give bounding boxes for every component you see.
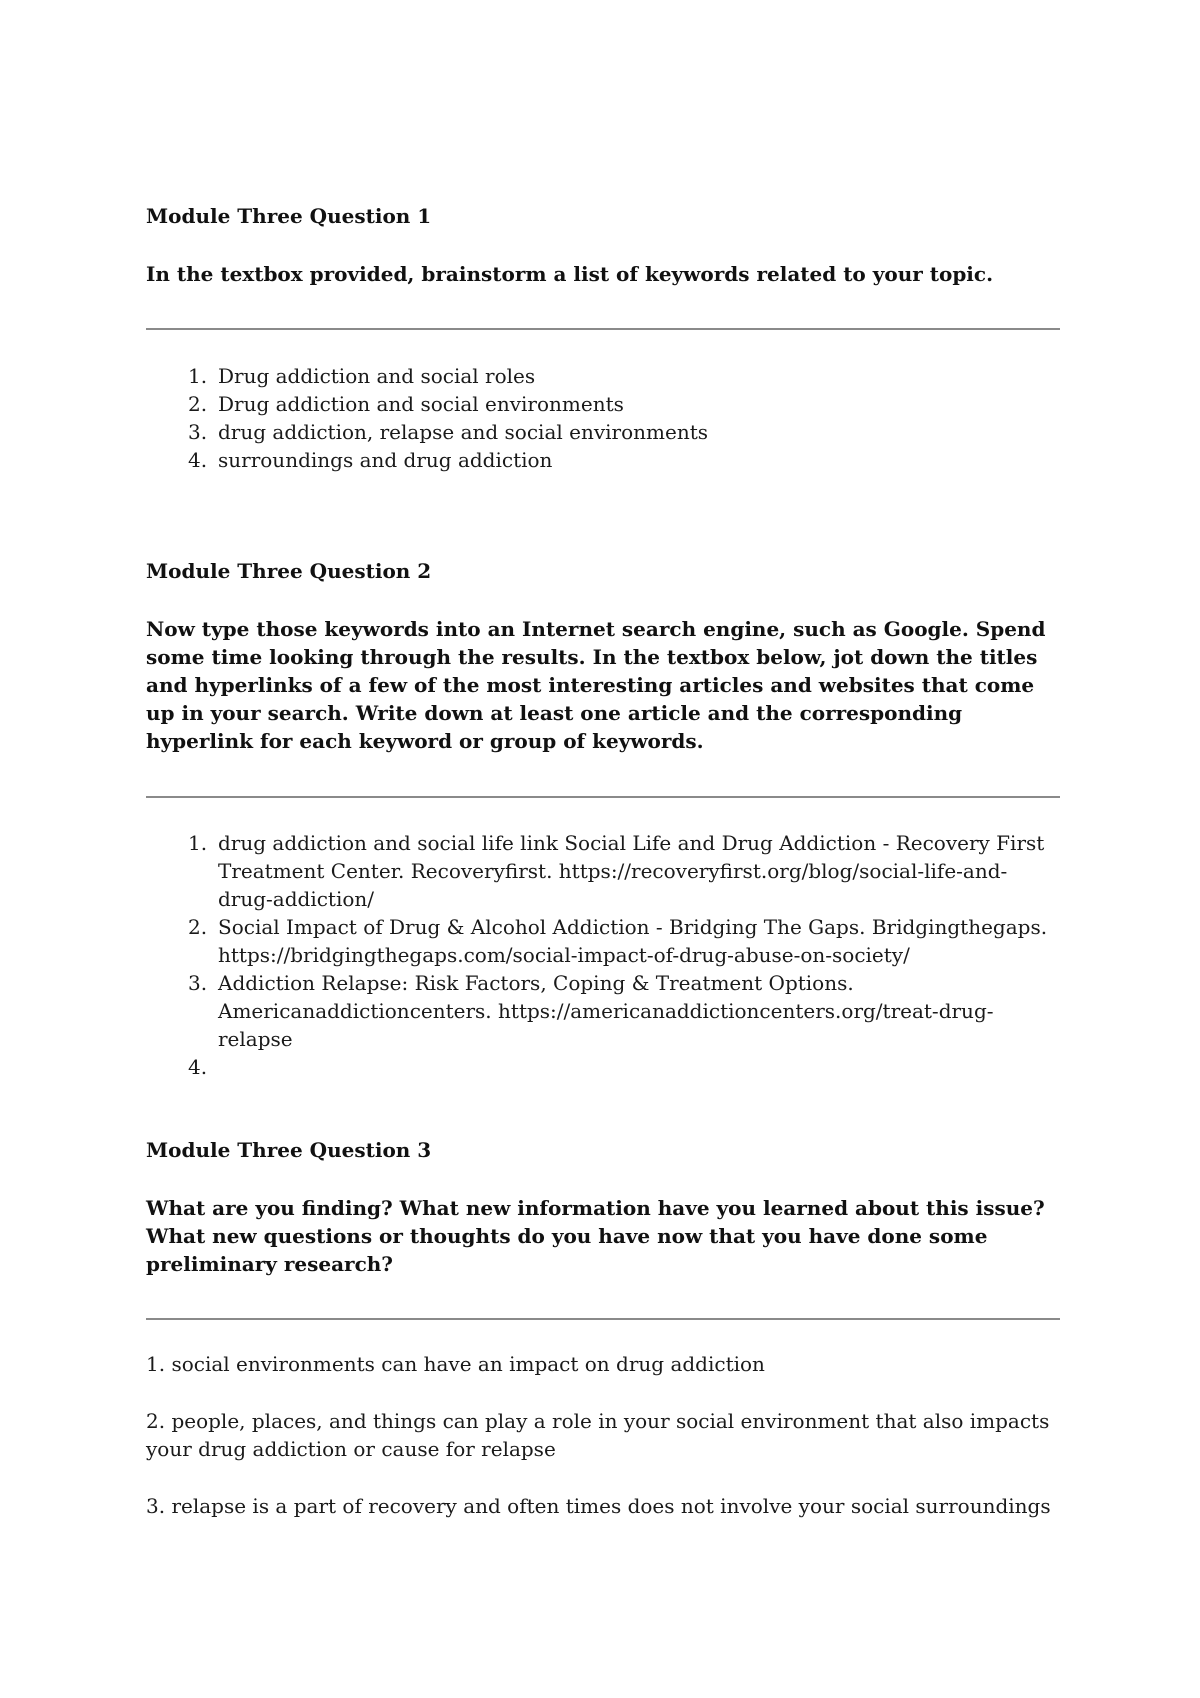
q2-answer-item <box>146 1053 1060 1081</box>
q3-answer-paragraph[interactable]: 1. social environments can have an impact on drug addiction <box>146 1352 765 1376</box>
q2-prompt: Now type those keywords into an Internet search engine, such as Google. Spend some time looking through the results. In the textbox below, jot down the titles and hyperlinks of a few of the most interesting articles and websites that come up in your search. Write down at least one article and the corresponding hyperlink for each keyword or group of keywords. <box>146 617 1046 753</box>
document-page <box>146 0 1060 1698</box>
q3-answer-paragraph[interactable]: 2. people, places, and things can play a role in your social environment that also impacts your drug addiction or cause for relapse <box>146 1409 1050 1461</box>
q1-answer-text: Drug addiction and social roles <box>218 364 536 388</box>
list-number: 1. <box>188 831 208 855</box>
q1-answer-text: drug addiction, relapse and social environments <box>218 420 708 444</box>
q3-answer-paragraph[interactable]: 3. relapse is a part of recovery and often times does not involve your social surroundings <box>146 1494 1051 1518</box>
list-number: 1. <box>188 364 208 388</box>
q1-prompt: In the textbox provided, brainstorm a list of keywords related to your topic. <box>146 262 994 286</box>
q3-textbox-divider <box>146 1318 1060 1320</box>
q1-answer-text: surroundings and drug addiction <box>218 448 553 472</box>
q2-answer-text: Addiction Relapse: Risk Factors, Coping & Treatment Options. Americanaddictioncenters. https://americanaddictioncenters.org/treat-drug-relapse <box>218 971 994 1051</box>
q1-answer-item <box>146 418 1060 446</box>
list-number: 3. <box>188 420 208 444</box>
q1-answer-item <box>146 390 1060 418</box>
q1-answer-text: Drug addiction and social environments <box>218 392 624 416</box>
q1-answer-list[interactable] <box>146 362 1060 474</box>
q3-prompt: What are you finding? What new information have you learned about this issue? What new questions or thoughts do you have now that you have done some preliminary research? <box>146 1196 1045 1276</box>
q2-answer-item <box>146 969 1060 1053</box>
q2-answer-item <box>146 913 1060 969</box>
q2-textbox-divider <box>146 796 1060 798</box>
q1-textbox-divider <box>146 328 1060 330</box>
q2-answer-text: Social Impact of Drug & Alcohol Addiction - Bridging The Gaps. Bridgingthegaps. https://bridgingthegaps.com/social-impact-of-drug-abuse-on-society/ <box>218 915 1048 967</box>
list-number: 4. <box>188 448 208 472</box>
list-number: 2. <box>188 915 208 939</box>
list-number: 3. <box>188 971 208 995</box>
q2-answer-item <box>146 829 1060 913</box>
q1-answer-item <box>146 446 1060 474</box>
list-number: 4. <box>188 1055 208 1079</box>
q3-title: Module Three Question 3 <box>146 1138 432 1162</box>
q2-answer-text: drug addiction and social life link Social Life and Drug Addiction - Recovery First Treatment Center. Recoveryfirst. https://recoveryfirst.org/blog/social-life-and-drug-addiction/ <box>218 831 1045 911</box>
q2-title: Module Three Question 2 <box>146 559 432 583</box>
q1-answer-item <box>146 362 1060 390</box>
list-number: 2. <box>188 392 208 416</box>
q1-title: Module Three Question 1 <box>146 204 432 228</box>
q2-answer-list[interactable] <box>146 829 1060 1081</box>
